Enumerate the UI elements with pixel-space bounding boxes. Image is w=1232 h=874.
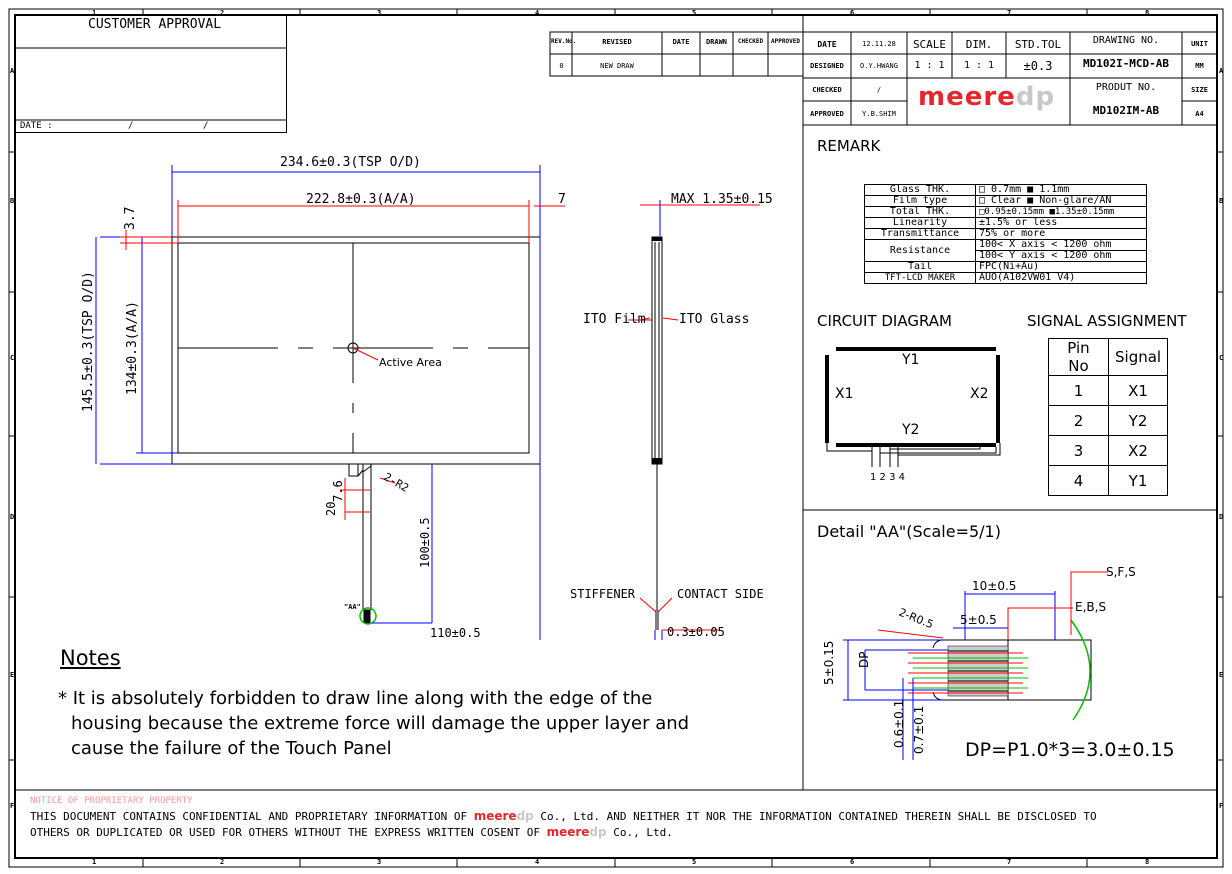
- tb-unit-value: MM: [1195, 62, 1204, 70]
- remark-key: Tail: [865, 262, 976, 273]
- rev-revised-value: NEW DRAW: [600, 62, 634, 70]
- footer-logo-1-meere: meere: [473, 809, 517, 823]
- rev-header-approved: APPROVED: [771, 38, 800, 45]
- remark-key: Glass THK.: [865, 185, 976, 196]
- detail-h5: 5±0.15: [822, 640, 836, 685]
- detail-title: Detail "AA"(Scale=5/1): [817, 522, 1001, 541]
- remark-key: Film type: [865, 196, 976, 207]
- notes-line-2: housing because the extreme force will damage the upper layer and: [71, 713, 690, 734]
- zone-row-b: B: [10, 197, 15, 205]
- label-stiffener: STIFFENER: [570, 587, 636, 601]
- tb-product-no-value: MD102IM-AB: [1092, 104, 1160, 117]
- remark-value: □ Clear ■ Non-glare/AN: [976, 196, 1147, 207]
- dim-aa-width: 222.8±0.3(A/A): [306, 192, 416, 207]
- dim-20: 20: [324, 501, 338, 516]
- zone-col-5-bottom: 5: [692, 858, 697, 866]
- logo-meere: meere: [918, 82, 1016, 112]
- notes-title: Notes: [60, 646, 121, 670]
- remark-key: Transmittance: [865, 229, 976, 240]
- date-sep-2: /: [203, 121, 209, 131]
- remark-key: Total THK.: [865, 207, 976, 218]
- zone-col-8: 8: [1145, 9, 1150, 17]
- zone-col-7: 7: [1007, 9, 1012, 17]
- tb-date-label: DATE: [817, 40, 837, 49]
- dim-7-6: 7.6: [331, 480, 345, 502]
- remark-key: TFT-LCD MAKER: [865, 273, 976, 284]
- zone-row-c-right: C: [1219, 354, 1224, 362]
- remark-value-2: 100< Y axis < 1200 ohm: [976, 251, 1147, 262]
- zone-row-d-right: D: [1219, 513, 1224, 521]
- circuit-pins: 1 2 3 4: [870, 472, 905, 483]
- zone-row-e-right: E: [1219, 671, 1224, 679]
- zone-row-b-right: B: [1219, 197, 1224, 205]
- remark-value: 100< X axis < 1200 ohm: [976, 240, 1147, 251]
- dim-max-thickness: MAX 1.35±0.15: [671, 192, 773, 207]
- circuit-x1: X1: [835, 386, 854, 402]
- zone-col-6: 6: [850, 9, 855, 17]
- rev-header-date: DATE: [672, 38, 690, 46]
- remark-value: 75% or more: [976, 229, 1147, 240]
- remark-key: Resistance: [865, 240, 976, 262]
- zone-col-2: 2: [220, 9, 225, 17]
- rev-header-checked: CHECKED: [737, 38, 764, 45]
- tb-scale-label: SCALE: [912, 38, 947, 51]
- zone-col-4: 4: [535, 9, 540, 17]
- detail-d10: 10±0.5: [972, 579, 1017, 593]
- footer-logo-2-dp: dp: [589, 825, 607, 839]
- zone-col-7-bottom: 7: [1007, 858, 1012, 866]
- tb-dim-label: DIM.: [965, 38, 993, 51]
- tb-drawing-no-label: DRAWING NO.: [1092, 35, 1160, 46]
- company-logo: [918, 84, 1055, 110]
- zone-col-6-bottom: 6: [850, 858, 855, 866]
- dim-tsp-width: 234.6±0.3(TSP O/D): [280, 155, 421, 170]
- detail-dp: DP: [857, 651, 871, 668]
- label-active-area: Active Area: [379, 356, 442, 369]
- signal-header-signal: Signal: [1109, 339, 1168, 376]
- rev-no-value: 0: [559, 62, 564, 70]
- signal-pin: 4: [1049, 466, 1109, 496]
- tb-dim-value: 1 : 1: [963, 60, 995, 71]
- remark-value: AUO(A102VW01 V4): [976, 273, 1147, 284]
- zone-row-f-right: F: [1219, 802, 1224, 810]
- tb-checked-label: CHECKED: [812, 86, 842, 94]
- signal-title: SIGNAL ASSIGNMENT: [1027, 312, 1187, 330]
- label-aa-mark: "AA": [344, 603, 361, 611]
- tb-tol-label: STD.TOL: [1014, 38, 1062, 51]
- detail-ebs: E,B,S: [1075, 600, 1107, 614]
- rev-header-no: REV.No.: [551, 38, 577, 45]
- dim-3-7: 3.7: [123, 206, 138, 230]
- tb-approved-label: APPROVED: [810, 110, 844, 118]
- label-ito-film: ITO Film: [583, 312, 646, 327]
- label-contact-side: CONTACT SIDE: [677, 587, 764, 601]
- remark-key: Linearity: [865, 218, 976, 229]
- remark-table: [864, 184, 1147, 284]
- logo-dp: dp: [1015, 82, 1056, 112]
- footer-line-1a: THIS DOCUMENT CONTAINS CONFIDENTIAL AND PROPRIETARY INFORMATION OF: [30, 810, 468, 823]
- remark-value: □ 0.7mm ■ 1.1mm: [976, 185, 1147, 196]
- tb-scale-value: 1 : 1: [914, 60, 945, 71]
- remark-title: REMARK: [817, 137, 881, 155]
- footer-line-1: [30, 810, 1097, 822]
- tb-product-no-label: PRODUT NO.: [1095, 82, 1157, 93]
- tb-size-value: A4: [1195, 110, 1204, 118]
- footer-logo-1: [474, 809, 534, 823]
- tb-checked-value: /: [876, 86, 882, 94]
- tb-tol-value: ±0.3: [1023, 59, 1053, 73]
- zone-col-1-bottom: 1: [92, 858, 97, 866]
- signal-pin: 3: [1049, 436, 1109, 466]
- signal-header-pin: Pin No: [1049, 339, 1109, 376]
- rev-header-drawn: DRAWN: [705, 38, 728, 46]
- dim-tsp-height: 145.5±0.3(TSP O/D): [81, 271, 96, 412]
- customer-approval-title: CUSTOMER APPROVAL: [88, 17, 222, 32]
- detail-d07: 0.7±0.1: [912, 705, 926, 754]
- tb-size-label: SIZE: [1191, 86, 1208, 94]
- detail-r05: 2-R0.5: [896, 605, 936, 632]
- signal-pin: 1: [1049, 376, 1109, 406]
- rev-header-revised: REVISED: [602, 38, 632, 46]
- date-sep-1: /: [128, 121, 134, 131]
- footer-logo-1-dp: dp: [516, 809, 534, 823]
- date-label: DATE :: [20, 121, 53, 131]
- remark-value: FPC(Ni+Au): [976, 262, 1147, 273]
- circuit-diagram: [820, 335, 1020, 495]
- zone-row-e: E: [10, 671, 15, 679]
- remark-value: □0.95±0.15mm ■1.35±0.15mm: [976, 207, 1147, 218]
- signal-name: Y1: [1109, 466, 1168, 496]
- notice-heading: NOTICE OF PROPRIETARY PROPERTY: [30, 796, 193, 806]
- signal-name: Y2: [1109, 406, 1168, 436]
- tb-designed-label: DESIGNED: [810, 62, 844, 70]
- zone-col-5: 5: [692, 9, 697, 17]
- footer-line-2a: OTHERS OR DUPLICATED OR USED FOR OTHERS WITHOUT THE EXPRESS WRITTEN COSENT OF: [30, 826, 540, 839]
- remark-value: ±1.5% or less: [976, 218, 1147, 229]
- zone-col-3-bottom: 3: [377, 858, 382, 866]
- footer-line-2: [30, 826, 673, 838]
- notes-line-3: cause the failure of the Touch Panel: [71, 738, 392, 759]
- circuit-y2: Y2: [902, 422, 920, 438]
- zone-col-2-bottom: 2: [220, 858, 225, 866]
- tb-designed-value: O.Y.HWANG: [860, 62, 898, 70]
- tb-drawing-no-value: MD102I-MCD-AB: [1082, 57, 1170, 70]
- circuit-title: CIRCUIT DIAGRAM: [817, 312, 952, 330]
- dim-0-3: 0.3±0.05: [667, 625, 725, 639]
- zone-row-c: C: [10, 354, 15, 362]
- footer-logo-2-meere: meere: [546, 825, 590, 839]
- detail-sfs: S,F,S: [1106, 565, 1136, 579]
- tb-unit-label: UNIT: [1191, 40, 1208, 48]
- notes-line-1: * It is absolutely forbidden to draw line along with the edge of the: [58, 688, 653, 709]
- dim-aa-height: 134±0.3(A/A): [125, 301, 140, 395]
- tb-approved-value: Y.B.SHIM: [862, 110, 896, 118]
- zone-row-f: F: [10, 802, 15, 810]
- zone-row-a-right: A: [1219, 67, 1224, 75]
- zone-col-4-bottom: 4: [535, 858, 540, 866]
- dim-110: 110±0.5: [430, 626, 481, 640]
- circuit-x2: X2: [970, 386, 989, 402]
- dim-gap-7: 7: [558, 192, 566, 207]
- zone-row-d: D: [10, 513, 15, 521]
- footer-line-2b: Co., Ltd.: [613, 826, 673, 839]
- detail-formula: DP=P1.0*3=3.0±0.15: [965, 739, 1175, 761]
- zone-col-1: 1: [92, 9, 97, 17]
- zone-row-a: A: [10, 67, 15, 75]
- dim-2-r2: 2-R2: [381, 470, 411, 495]
- tb-date-value: 12.11.28: [862, 40, 896, 48]
- signal-pin: 2: [1049, 406, 1109, 436]
- detail-d06: 0.6±0.1: [892, 699, 906, 748]
- dim-100: 100±0.5: [418, 517, 432, 568]
- signal-name: X1: [1109, 376, 1168, 406]
- zone-col-3: 3: [377, 9, 382, 17]
- signal-name: X2: [1109, 436, 1168, 466]
- label-ito-glass: ITO Glass: [679, 312, 750, 327]
- signal-table: [1048, 338, 1168, 496]
- detail-d5: 5±0.5: [960, 613, 997, 627]
- footer-logo-2: [547, 825, 607, 839]
- footer-line-1b: Co., Ltd. AND NEITHER IT NOR THE INFORMATION CONTAINED THEREIN SHALL BE DISCLOSED TO: [540, 810, 1097, 823]
- zone-col-8-bottom: 8: [1145, 858, 1150, 866]
- circuit-y1: Y1: [902, 352, 920, 368]
